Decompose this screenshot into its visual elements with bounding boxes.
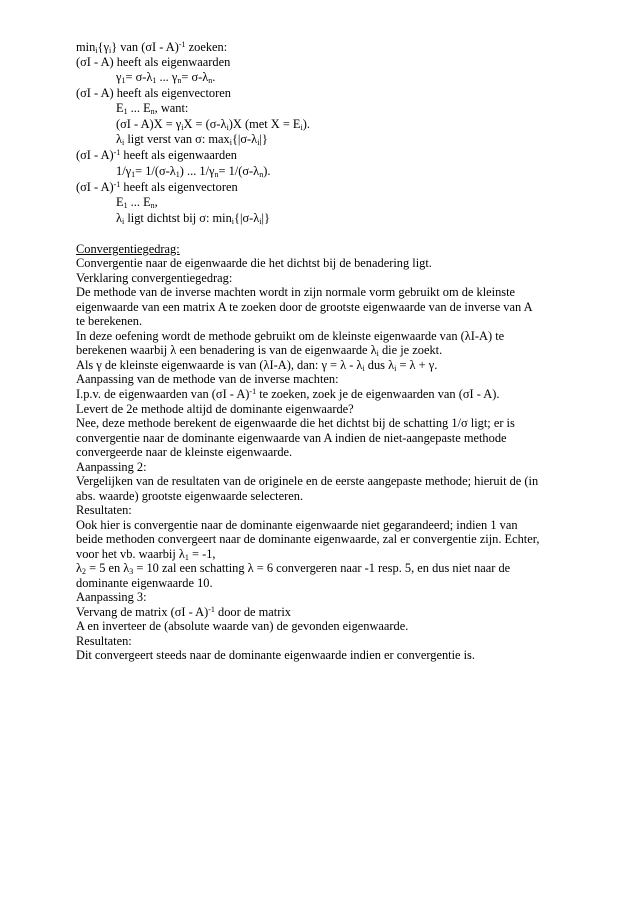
paragraph-line: Aanpassing 3: <box>76 590 147 604</box>
paragraph-line: Aanpassing 2: <box>76 460 147 474</box>
paragraph-line: convergeerde naar de kleinste eigenwaarde. <box>76 445 293 459</box>
paragraph-line: Convergentie naar de eigenwaarde die het dichtst bij de benadering ligt. <box>76 256 432 270</box>
paragraph-line: In deze oefening wordt de methode gebruikt om de kleinste eigenwaarde van (λI-A) te <box>76 329 505 343</box>
line-eigenvectors-heading: (σI - A) heeft als eigenvectoren <box>76 86 231 100</box>
line-inverse-gamma-values: $1/\gamma_1= 1/(\sigma-\lambda_1)$ ... $1/\gamma_n= 1/(\sigma-\lambda_n)$. <box>116 164 271 179</box>
line-inverse-eigenvalues-heading: (σI - A)$^{-1}$ heeft als eigenwaarden <box>76 148 237 162</box>
line-inverse-eigenvectors-heading: (σI - A)$^{-1}$ heeft als eigenvectoren <box>76 180 238 194</box>
paragraph-line: Levert de 2e methode altijd de dominante eigenwaarde? <box>76 402 354 416</box>
paragraph-line: Dit convergeert steeds naar de dominante eigenwaarde indien er convergentie is. <box>76 648 475 662</box>
section-title-convergentiegedrag: Convergentiegedrag: <box>76 242 180 256</box>
paragraph-line: Nee, deze methode berekent de eigenwaarde die het dichtst bij de schatting 1/σ ligt; er is <box>76 416 515 430</box>
paragraph-line: Verklaring convergentiegedrag: <box>76 271 233 285</box>
paragraph-line: Ook hier is convergentie naar de dominante eigenwaarde niet gegarandeerd; indien 1 van <box>76 518 518 532</box>
line-equation: $(\sigma I - A)X = \gamma_iX = (\sigma-\lambda_i)X$ (met $X = E_i$). <box>116 117 310 132</box>
paragraph-line: voor het vb. waarbij $\lambda_1 = -1$, <box>76 547 216 562</box>
line-eigenvalues-heading: (σI - A) heeft als eigenwaarden <box>76 55 231 69</box>
line-lambda-closest: $\lambda_i$ ligt dichtst bij σ: $\min_i\{|\sigma-\lambda_i|\}$ <box>116 211 270 226</box>
line-e1-en: $E_1$ ... $E_n$, want: <box>116 101 189 116</box>
paragraph-line: Aanpassing van de methode van de inverse machten: <box>76 372 339 386</box>
paragraph-line: Vervang de matrix (σI - A)$^{-1}$ door de matrix <box>76 605 291 619</box>
paragraph-line: abs. waarde) grootste eigenwaarde selecteren. <box>76 489 304 503</box>
paragraph-line: eigenwaarde van een matrix A te zoeken door de grootste eigenwaarde van de inverse van A <box>76 300 533 314</box>
line-gamma-values: $\gamma_1= \sigma-\lambda_1$ ... $\gamma_n= \sigma-\lambda_n$. <box>116 70 216 85</box>
paragraph-line: berekenen waarbij λ een benadering is van de eigenwaarde $\lambda_i$ die je zoekt. <box>76 343 443 358</box>
line-lambda-farthest: $\lambda_i$ ligt verst van σ: $\max_i\{|\sigma-\lambda_i|\}$ <box>116 132 268 147</box>
paragraph-line: $\lambda_2 = 5$ en $\lambda_3 = 10$ zal een schatting λ = 6 convergeren naar -1 resp. 5, en dus niet naar de <box>76 561 511 576</box>
paragraph-line: Als γ de kleinste eigenwaarde is van (λI-A), dan: $\gamma = \lambda - \lambda_i$ dus $\lambda_i = \lambda + \gamma$. <box>76 358 438 373</box>
paragraph-line: De methode van de inverse machten wordt in zijn normale vorm gebruikt om de kleinste <box>76 285 516 299</box>
paragraph-line: Resultaten: <box>76 503 132 517</box>
paragraph-line: convergentie naar de dominante eigenwaarde van A indien de niet-aangepaste methode <box>76 431 507 445</box>
line-min-gamma: $\min_i\{\gamma_i\}$ van (σI - A)$^{-1}$ zoeken: <box>76 40 228 55</box>
line-e1-en-2: $E_1$ ... $E_n$, <box>116 195 158 210</box>
paragraph-line: Vergelijken van de resultaten van de originele en de eerste aangepaste methode; hieruit de (in <box>76 474 539 488</box>
paragraph-line: dominante eigenwaarde 10. <box>76 576 213 590</box>
paragraph-line: A en inverteer de (absolute waarde van) de gevonden eigenwaarde. <box>76 619 409 633</box>
paragraph-line: te berekenen. <box>76 314 143 328</box>
paragraph-line: I.p.v. de eigenwaarden van (σI - A)$^{-1}$ te zoeken, zoek je de eigenwaarden van (σI - A). <box>76 387 500 401</box>
paragraph-line: Resultaten: <box>76 634 132 648</box>
paragraph-line: beide methoden convergeert naar de dominante eigenwaarde, zal er convergentie zijn. Echter, <box>76 532 540 546</box>
